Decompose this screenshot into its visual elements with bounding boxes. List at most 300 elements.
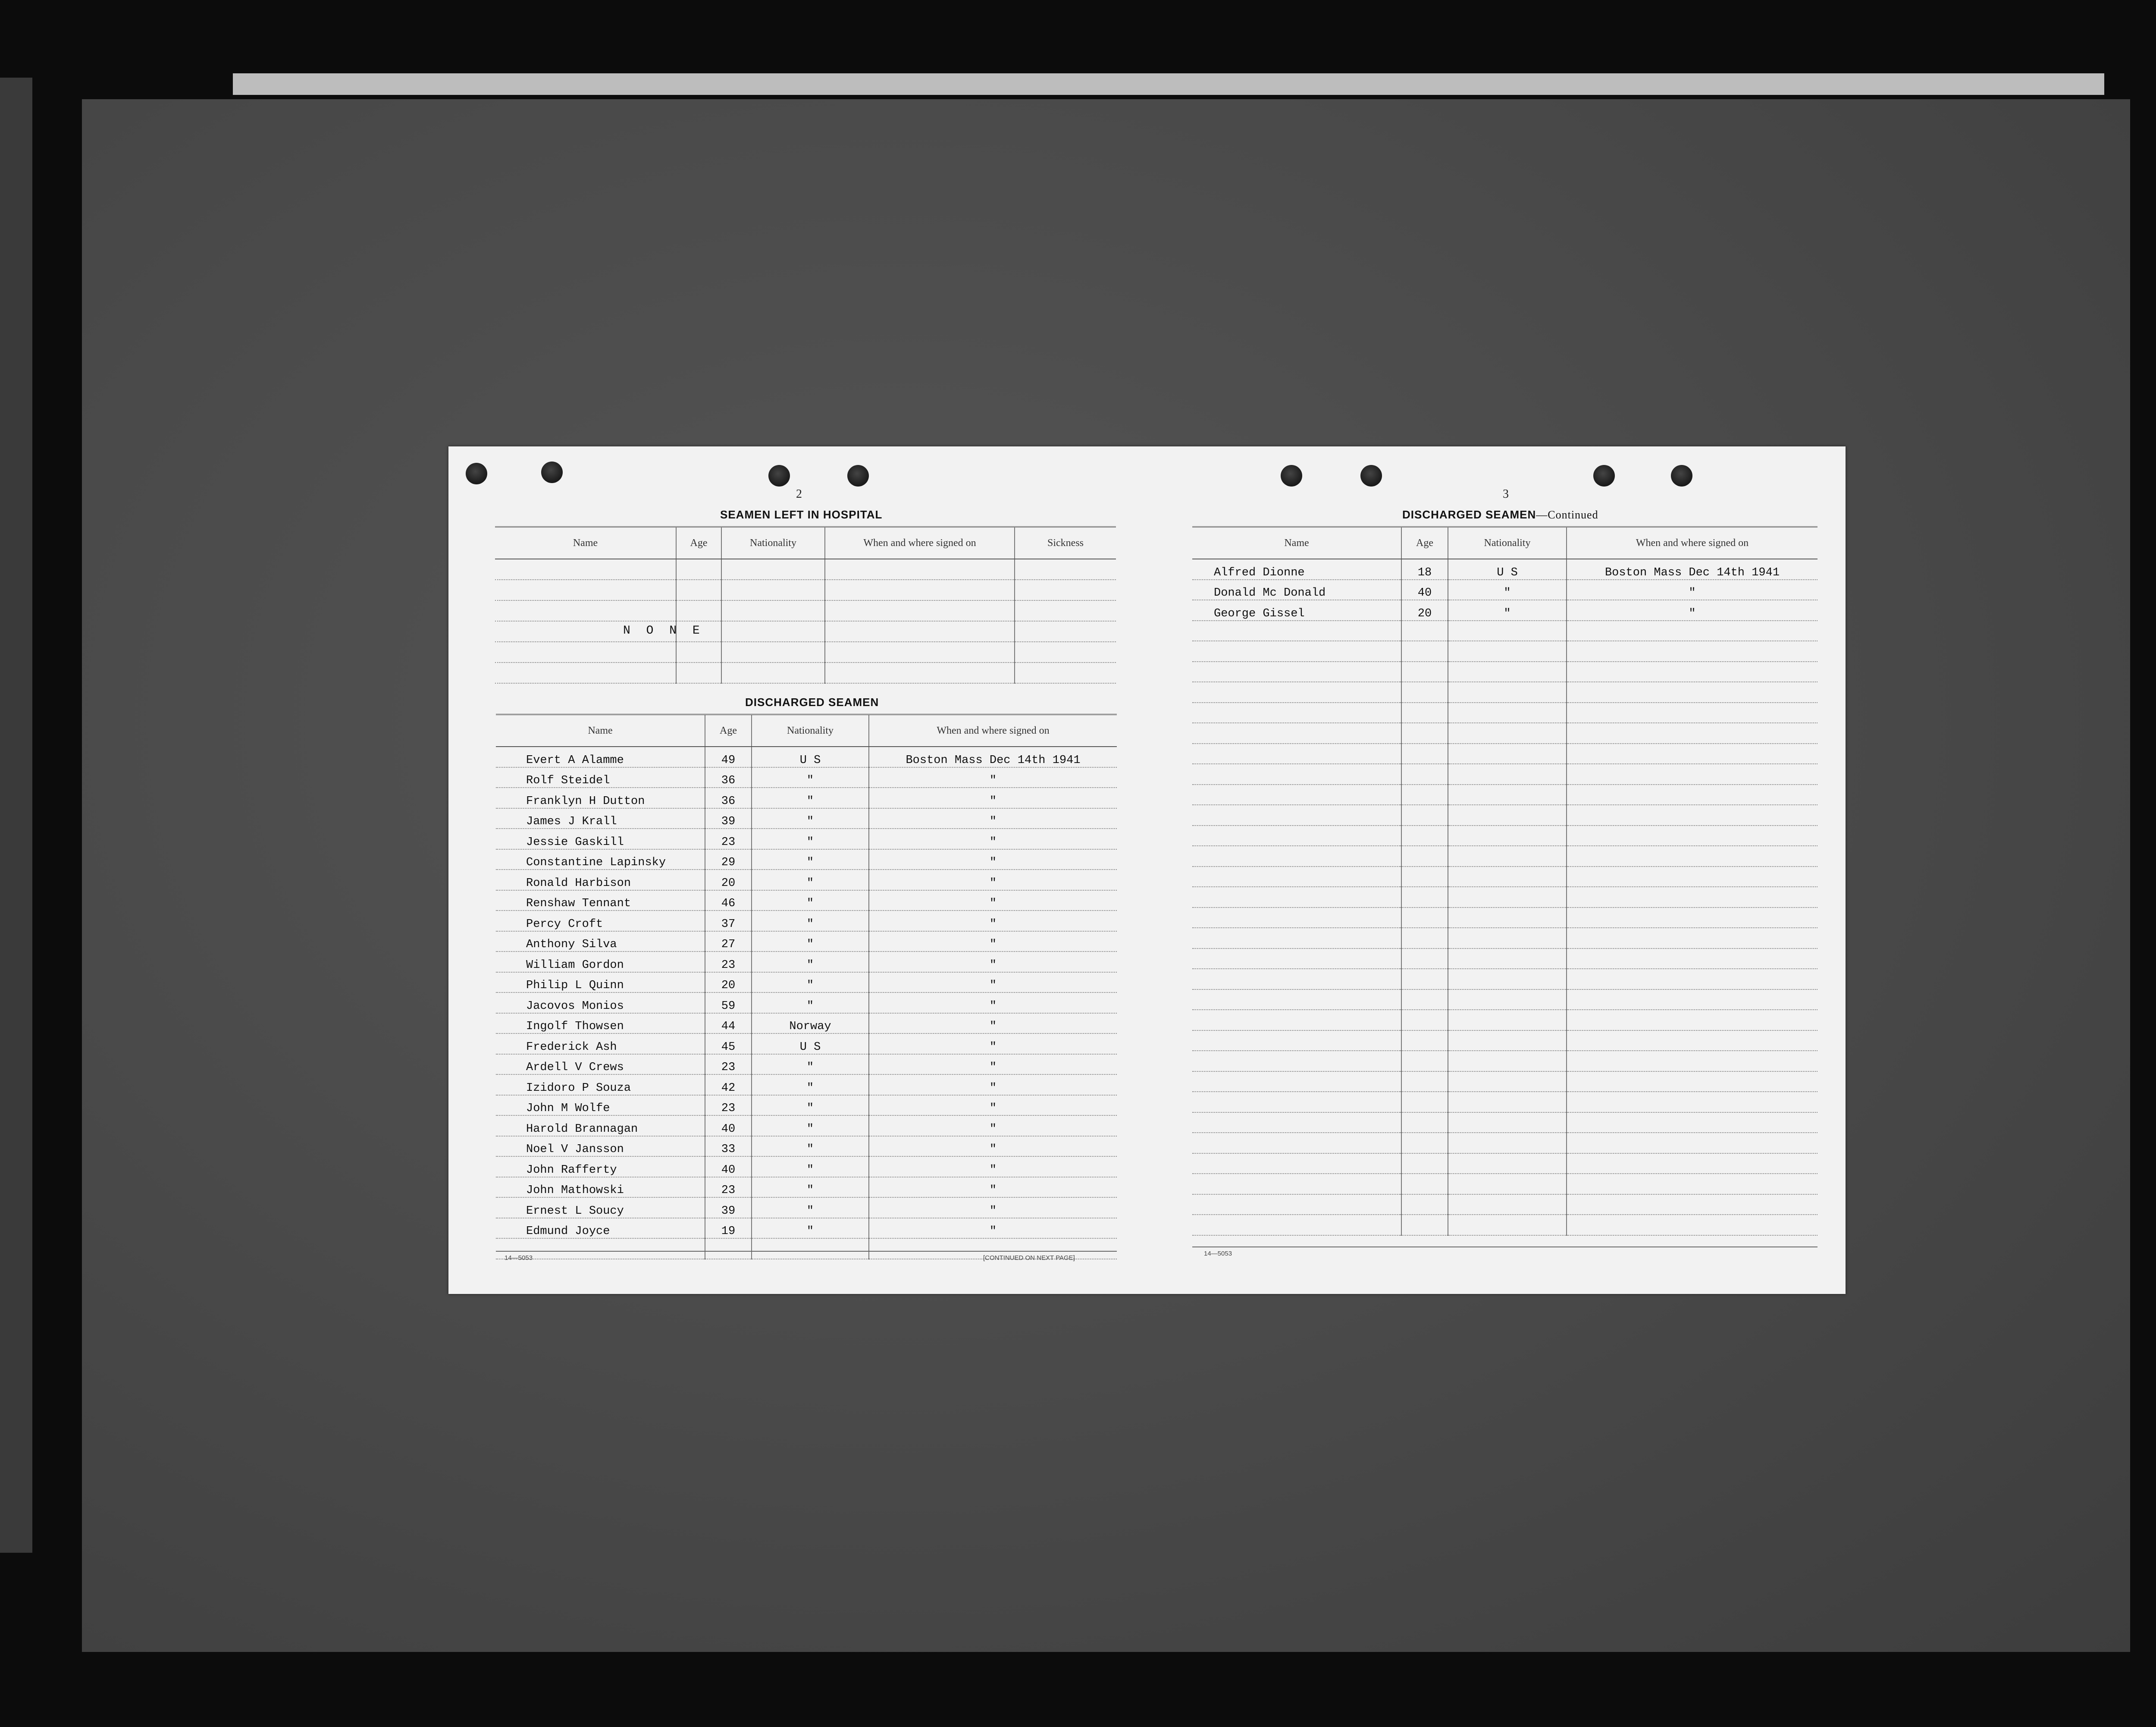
punch-hole (1593, 465, 1615, 487)
cell-name (1192, 662, 1401, 682)
cell-name (1192, 723, 1401, 744)
cell-nationality: " (752, 931, 869, 952)
table-row (495, 663, 1116, 683)
cell-name: Philip L Quinn (496, 972, 705, 993)
cell-name (1192, 621, 1401, 641)
cell-signed-on (1567, 1215, 1818, 1235)
cell-name (1192, 1133, 1401, 1153)
cell-signed-on (1567, 969, 1818, 989)
cell-age: 18 (1401, 559, 1448, 580)
column-header-age: Age (1401, 527, 1448, 559)
discharged-continued-table (1192, 526, 1818, 1236)
table-row (496, 1177, 1117, 1198)
table-row (1192, 1030, 1818, 1051)
cell-signed-on: " (869, 1156, 1117, 1177)
column-header-nationality: Nationality (1448, 527, 1567, 559)
column-header-age: Age (676, 527, 721, 559)
cell-signed-on: " (869, 1177, 1117, 1198)
cell-nationality: " (752, 1115, 869, 1136)
cell-age (1401, 1174, 1448, 1194)
table-row (496, 829, 1117, 849)
cell-signed-on (1567, 764, 1818, 785)
cell-signed-on: " (869, 1115, 1117, 1136)
cell-signed-on (1567, 1010, 1818, 1030)
cell-nationality: " (752, 890, 869, 911)
cell-age: 23 (705, 1095, 752, 1116)
table-row (1192, 662, 1818, 682)
cell-age (1401, 887, 1448, 907)
cell-name (1192, 846, 1401, 867)
cell-nationality: " (752, 849, 869, 870)
cell-signed-on (1567, 826, 1818, 846)
table-row (496, 747, 1117, 767)
table-row (1192, 1215, 1818, 1235)
cell-signed-on (1567, 948, 1818, 969)
cell-signed-on (1567, 744, 1818, 764)
cell-signed-on (1567, 682, 1818, 703)
cell-name: Rolf Steidel (496, 767, 705, 788)
cell-name (1192, 641, 1401, 662)
cell-age: 39 (705, 1197, 752, 1218)
cell-signed-on: " (869, 1095, 1117, 1116)
cell-name: Harold Brannagan (496, 1115, 705, 1136)
table-row (495, 580, 1116, 600)
punch-hole (466, 463, 487, 484)
cell-age: 44 (705, 1013, 752, 1034)
table-row (496, 1197, 1117, 1218)
cell-age (1401, 1215, 1448, 1235)
cell-signed-on (1567, 907, 1818, 928)
cell-name: Noel V Jansson (496, 1136, 705, 1157)
cell-nationality: " (752, 1074, 869, 1095)
punch-hole (1671, 465, 1692, 487)
cell-nationality (1448, 1051, 1567, 1071)
table-row (1192, 1010, 1818, 1030)
cell-age (1401, 948, 1448, 969)
cell-name (1192, 907, 1401, 928)
continued-note: [CONTINUED ON NEXT PAGE] (983, 1254, 1075, 1262)
cell-age (1401, 641, 1448, 662)
cell-nationality (1448, 1030, 1567, 1051)
cell-nationality (1448, 805, 1567, 826)
cell-age (705, 1238, 752, 1259)
cell-nationality (1448, 723, 1567, 744)
cell-signed-on: " (869, 951, 1117, 972)
cell-name: Izidoro P Souza (496, 1074, 705, 1095)
cell-nationality: " (752, 1136, 869, 1157)
cell-signed-on (1567, 1071, 1818, 1092)
cell-age (1401, 1153, 1448, 1174)
cell-age: 40 (705, 1115, 752, 1136)
table-row (496, 1136, 1117, 1157)
cell-nationality (1448, 641, 1567, 662)
page-number-right-value: 3 (1503, 487, 1509, 501)
cell-nationality: " (752, 788, 869, 808)
continued-section-title-text: DISCHARGED SEAMEN (1402, 508, 1536, 521)
table-row (496, 1115, 1117, 1136)
table-row (1192, 723, 1818, 744)
cell-age (1401, 1030, 1448, 1051)
table-row (1192, 1174, 1818, 1194)
continued-section-title (1402, 508, 1598, 521)
cell-name: Constantine Lapinsky (496, 849, 705, 870)
cell-name (1192, 703, 1401, 723)
cell-signed-on (1567, 846, 1818, 867)
table-row (496, 931, 1117, 952)
cell-age (1401, 907, 1448, 928)
table-row (1192, 785, 1818, 805)
table-row (1192, 1133, 1818, 1153)
column-header-name: Name (495, 527, 676, 559)
cell-signed-on (1567, 805, 1818, 826)
table-row (496, 1218, 1117, 1239)
table-row (496, 788, 1117, 808)
cell-age (1401, 805, 1448, 826)
cell-age: 23 (705, 951, 752, 972)
cell-name (1192, 928, 1401, 948)
cell-nationality: " (752, 829, 869, 849)
cell-age: 59 (705, 992, 752, 1013)
cell-signed-on: " (869, 1074, 1117, 1095)
cell-signed-on (1567, 785, 1818, 805)
cell-nationality: " (752, 951, 869, 972)
table-row (496, 1033, 1117, 1054)
cell-name (1192, 826, 1401, 846)
cell-name: William Gordon (496, 951, 705, 972)
cell-age (1401, 785, 1448, 805)
punch-hole (1360, 465, 1382, 487)
table-row (1192, 1194, 1818, 1215)
table-row (496, 1013, 1117, 1034)
cell-name (1192, 744, 1401, 764)
table-row (496, 870, 1117, 890)
cell-age: 36 (705, 788, 752, 808)
cell-nationality (1448, 1092, 1567, 1112)
cell-nationality (1448, 887, 1567, 907)
table-row (1192, 867, 1818, 887)
table-row (496, 992, 1117, 1013)
cell-signed-on (1567, 703, 1818, 723)
cell-name: Percy Croft (496, 911, 705, 931)
column-header-signed-on: When and where signed on (869, 715, 1117, 747)
cell-nationality (1448, 1215, 1567, 1235)
cell-name (1192, 1112, 1401, 1133)
cell-age: 37 (705, 911, 752, 931)
table-row (495, 621, 1116, 642)
table-row (1192, 969, 1818, 989)
cell-nationality (1448, 907, 1567, 928)
punch-hole (1281, 465, 1302, 487)
table-row (495, 600, 1116, 621)
cell-name: Ingolf Thowsen (496, 1013, 705, 1034)
table-row (1192, 559, 1818, 580)
table-row (496, 1095, 1117, 1116)
table-row (496, 808, 1117, 829)
cell-signed-on: " (869, 829, 1117, 849)
cell-nationality: U S (752, 1033, 869, 1054)
cell-age (1401, 682, 1448, 703)
table-row (1192, 703, 1818, 723)
cell-signed-on (1567, 1194, 1818, 1215)
cell-name: Jacovos Monios (496, 992, 705, 1013)
table-row (496, 890, 1117, 911)
cell-name: Ardell V Crews (496, 1054, 705, 1075)
cell-signed-on (1567, 867, 1818, 887)
cell-nationality: " (752, 992, 869, 1013)
table-row (1192, 1071, 1818, 1092)
cell-signed-on: " (869, 890, 1117, 911)
form-number-right: 14—5053 (1204, 1250, 1232, 1257)
cell-signed-on (1567, 723, 1818, 744)
cell-name: Anthony Silva (496, 931, 705, 952)
column-header-nationality: Nationality (721, 527, 825, 559)
cell-nationality (1448, 867, 1567, 887)
cell-name: Evert A Alamme (496, 747, 705, 767)
cell-signed-on: Boston Mass Dec 14th 1941 (1567, 559, 1818, 580)
table-row (1192, 826, 1818, 846)
table-row (496, 1074, 1117, 1095)
cell-age: 20 (705, 972, 752, 993)
hospital-none-entry: N O N E (623, 624, 704, 637)
paper-strip (233, 73, 2104, 95)
cell-name: Donald Mc Donald (1192, 580, 1401, 600)
table-row (1192, 1051, 1818, 1071)
cell-nationality (1448, 989, 1567, 1010)
cell-signed-on (1567, 887, 1818, 907)
column-header-name: Name (496, 715, 705, 747)
cell-name: Alfred Dionne (1192, 559, 1401, 580)
punch-hole (847, 465, 869, 487)
cell-nationality (1448, 1010, 1567, 1030)
cell-name (1192, 1030, 1401, 1051)
cell-signed-on (1567, 928, 1818, 948)
table-row (496, 1054, 1117, 1075)
cell-name: John Rafferty (496, 1156, 705, 1177)
cell-name (1192, 969, 1401, 989)
cell-nationality: " (752, 1177, 869, 1198)
cell-nationality (1448, 846, 1567, 867)
cell-nationality: " (752, 1197, 869, 1218)
column-header-signed-on: When and where signed on (825, 527, 1015, 559)
table-row (496, 911, 1117, 931)
cell-nationality (1448, 928, 1567, 948)
cell-nationality: " (752, 1095, 869, 1116)
cell-nationality: " (752, 911, 869, 931)
cell-age: 23 (705, 1054, 752, 1075)
cell-signed-on (1567, 641, 1818, 662)
table-row (1192, 928, 1818, 948)
cell-name (1192, 785, 1401, 805)
cell-age (1401, 1051, 1448, 1071)
cell-nationality (752, 1238, 869, 1259)
cell-age (1401, 1092, 1448, 1112)
cell-name (1192, 887, 1401, 907)
cell-signed-on (1567, 1112, 1818, 1133)
cell-age: 23 (705, 829, 752, 849)
cell-name: Ernest L Soucy (496, 1197, 705, 1218)
cell-nationality: " (752, 808, 869, 829)
cell-nationality (1448, 621, 1567, 641)
cell-name: Franklyn H Dutton (496, 788, 705, 808)
table-row (496, 767, 1117, 788)
table-row (1192, 989, 1818, 1010)
cell-age: 29 (705, 849, 752, 870)
cell-nationality: U S (752, 747, 869, 767)
cell-age (1401, 1133, 1448, 1153)
cell-name: Renshaw Tennant (496, 890, 705, 911)
cell-nationality: " (752, 767, 869, 788)
cell-signed-on: " (1567, 580, 1818, 600)
cell-age (1401, 1010, 1448, 1030)
column-header-nationality: Nationality (752, 715, 869, 747)
record-sheet (448, 446, 1846, 1294)
cell-age (1401, 969, 1448, 989)
table-row (1192, 682, 1818, 703)
cell-name (1192, 805, 1401, 826)
cell-name: John Mathowski (496, 1177, 705, 1198)
table-row (495, 642, 1116, 663)
cell-age (1401, 764, 1448, 785)
cell-nationality (1448, 1194, 1567, 1215)
table-row (496, 951, 1117, 972)
cell-signed-on: " (869, 972, 1117, 993)
cell-name: Frederick Ash (496, 1033, 705, 1054)
cell-age (1401, 621, 1448, 641)
cell-signed-on (1567, 662, 1818, 682)
hospital-section-title: SEAMEN LEFT IN HOSPITAL (720, 508, 883, 521)
cell-age: 36 (705, 767, 752, 788)
cell-name (1192, 1215, 1401, 1235)
cell-name (1192, 1153, 1401, 1174)
cell-age (1401, 846, 1448, 867)
cell-nationality (1448, 948, 1567, 969)
cell-signed-on: " (869, 931, 1117, 952)
cell-nationality (1448, 662, 1567, 682)
cell-nationality (1448, 1174, 1567, 1194)
cell-signed-on: " (869, 849, 1117, 870)
cell-nationality: " (752, 972, 869, 993)
cell-name (1192, 989, 1401, 1010)
cell-signed-on (1567, 1092, 1818, 1112)
table-row (1192, 1153, 1818, 1174)
table-row (1192, 1112, 1818, 1133)
cell-signed-on (1567, 1030, 1818, 1051)
cell-signed-on: " (869, 992, 1117, 1013)
cell-nationality (1448, 1112, 1567, 1133)
hospital-table (495, 526, 1116, 684)
cell-name: Edmund Joyce (496, 1218, 705, 1239)
cell-age (1401, 723, 1448, 744)
cell-nationality (1448, 703, 1567, 723)
cell-signed-on: " (869, 1136, 1117, 1157)
cell-nationality (1448, 969, 1567, 989)
cell-nationality (1448, 1153, 1567, 1174)
column-header-name: Name (1192, 527, 1401, 559)
cell-age (1401, 989, 1448, 1010)
cell-nationality: " (1448, 600, 1567, 621)
cell-age: 40 (1401, 580, 1448, 600)
column-header-sickness: Sickness (1015, 527, 1116, 559)
cell-name (1192, 1071, 1401, 1092)
cell-age (1401, 826, 1448, 846)
cell-signed-on: " (869, 1218, 1117, 1239)
table-row (1192, 744, 1818, 764)
cell-nationality (1448, 826, 1567, 846)
cell-signed-on (1567, 1133, 1818, 1153)
cell-signed-on: " (1567, 600, 1818, 621)
cell-age (1401, 1112, 1448, 1133)
cell-nationality: " (752, 1218, 869, 1239)
punch-hole (541, 462, 563, 483)
table-row (1192, 948, 1818, 969)
cell-age (1401, 703, 1448, 723)
cell-age: 33 (705, 1136, 752, 1157)
cell-name: John M Wolfe (496, 1095, 705, 1116)
cell-age: 39 (705, 808, 752, 829)
cell-signed-on: " (869, 1033, 1117, 1054)
table-row (1192, 846, 1818, 867)
table-row (496, 849, 1117, 870)
cell-age (1401, 928, 1448, 948)
column-header-age: Age (705, 715, 752, 747)
table-row (1192, 1092, 1818, 1112)
cell-signed-on: " (869, 1013, 1117, 1034)
cell-age (1401, 662, 1448, 682)
form-number-left: 14—5053 (505, 1254, 533, 1262)
cell-nationality (1448, 1133, 1567, 1153)
cell-name (1192, 948, 1401, 969)
discharged-table (496, 714, 1117, 1259)
cell-nationality: " (1448, 580, 1567, 600)
cell-age (1401, 1071, 1448, 1092)
cell-signed-on (1567, 989, 1818, 1010)
cell-signed-on (1567, 1051, 1818, 1071)
table-row (1192, 641, 1818, 662)
cell-signed-on (1567, 1174, 1818, 1194)
cell-signed-on: " (869, 1054, 1117, 1075)
cell-signed-on (1567, 1153, 1818, 1174)
table-row (1192, 805, 1818, 826)
table-row (1192, 600, 1818, 621)
cell-name: Jessie Gaskill (496, 829, 705, 849)
page-number-left: 2 (796, 487, 802, 501)
cell-name (1192, 867, 1401, 887)
cell-name: James J Krall (496, 808, 705, 829)
cell-age: 40 (705, 1156, 752, 1177)
background-board-left (0, 78, 32, 1553)
cell-age: 19 (705, 1218, 752, 1239)
cell-name (1192, 682, 1401, 703)
cell-signed-on: " (869, 767, 1117, 788)
cell-age: 27 (705, 931, 752, 952)
table-row (1192, 907, 1818, 928)
cell-name (1192, 764, 1401, 785)
cell-signed-on: " (869, 808, 1117, 829)
table-row (1192, 764, 1818, 785)
cell-nationality: " (752, 1156, 869, 1177)
cell-name (1192, 1092, 1401, 1112)
cell-nationality (1448, 744, 1567, 764)
punch-hole (768, 465, 790, 487)
cell-age: 45 (705, 1033, 752, 1054)
cell-signed-on: " (869, 870, 1117, 890)
cell-name (1192, 1194, 1401, 1215)
cell-nationality (1448, 682, 1567, 703)
cell-nationality (1448, 1071, 1567, 1092)
cell-age: 23 (705, 1177, 752, 1198)
cell-age: 20 (705, 870, 752, 890)
column-header-signed-on: When and where signed on (1567, 527, 1818, 559)
